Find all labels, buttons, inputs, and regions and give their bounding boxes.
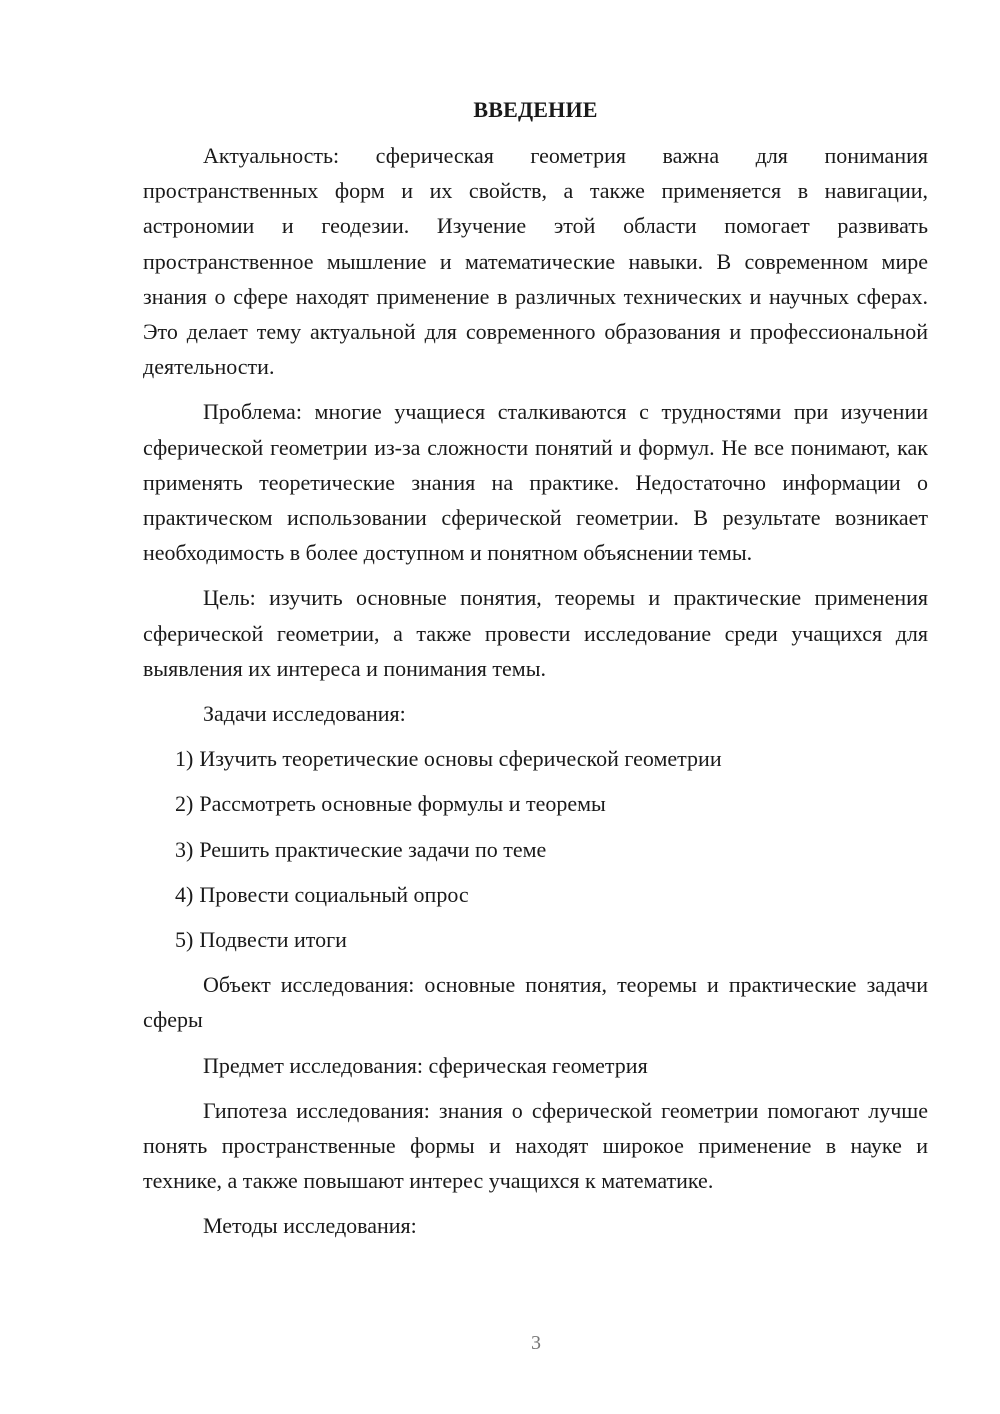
methods-paragraph: Методы исследования: bbox=[203, 1213, 417, 1239]
tasks-heading: Задачи исследования: bbox=[203, 701, 406, 727]
list-item bbox=[143, 877, 928, 912]
list-item-number: 5) bbox=[175, 927, 194, 953]
list-item bbox=[143, 786, 928, 821]
page-number: 3 bbox=[531, 1332, 541, 1354]
list-item-text: Решить практические задачи по теме bbox=[199, 836, 547, 862]
document-page bbox=[143, 94, 928, 1254]
subject-paragraph: Предмет исследования: сферическая геометрия bbox=[203, 1052, 648, 1078]
list-item bbox=[143, 832, 928, 867]
list-item bbox=[143, 741, 928, 776]
list-item-number: 2) bbox=[175, 791, 194, 817]
list-item-text: Рассмотреть основные формулы и теоремы bbox=[199, 791, 606, 817]
list-item-text: Подвести итоги bbox=[199, 927, 347, 953]
hypothesis-paragraph: Гипотеза исследования: знания о сферической геометрии помогают лучше понять пространственные формы и находят широкое применение в науке и технике, а также повышают интерес учащихся к математике. bbox=[143, 1097, 928, 1194]
list-item bbox=[143, 922, 928, 957]
list-item-number: 1) bbox=[175, 746, 194, 772]
problem-paragraph: Проблема: многие учащиеся сталкиваются с трудностями при изучении сферической геометрии из-за сложности понятий и формул. Не все понимают, как применять теоретические знания на практике. Недостаточно информации о практическом использовании сферической геометрии. В результате возникает необходимость в более доступном и понятном объяснении темы. bbox=[143, 399, 928, 566]
goal-paragraph: Цель: изучить основные понятия, теоремы и практические применения сферической геометрии, а также провести исследование среди учащихся для выявления их интереса и понимания темы. bbox=[143, 585, 928, 681]
section-heading: ВВЕДЕНИЕ bbox=[473, 97, 598, 122]
object-paragraph: Объект исследования: основные понятия, теоремы и практические задачи сферы bbox=[143, 972, 928, 1033]
relevance-paragraph: Актуальность: сферическая геометрия важна для понимания пространственных форм и их свойств, а также применяется в навигации, астрономии и геодезии. Изучение этой области помогает развивать пространственное мышление и математические навыки. В современном мире знания о сфере находят применение в различных технических и научных сферах. Это делает тему актуальной для современного образования и профессиональной деятельности. bbox=[143, 143, 928, 380]
list-item-number: 3) bbox=[175, 836, 194, 862]
list-item-number: 4) bbox=[175, 881, 194, 907]
list-item-text: Изучить теоретические основы сферической геометрии bbox=[199, 746, 722, 772]
list-item-text: Провести социальный опрос bbox=[199, 881, 469, 907]
tasks-list bbox=[143, 741, 928, 957]
